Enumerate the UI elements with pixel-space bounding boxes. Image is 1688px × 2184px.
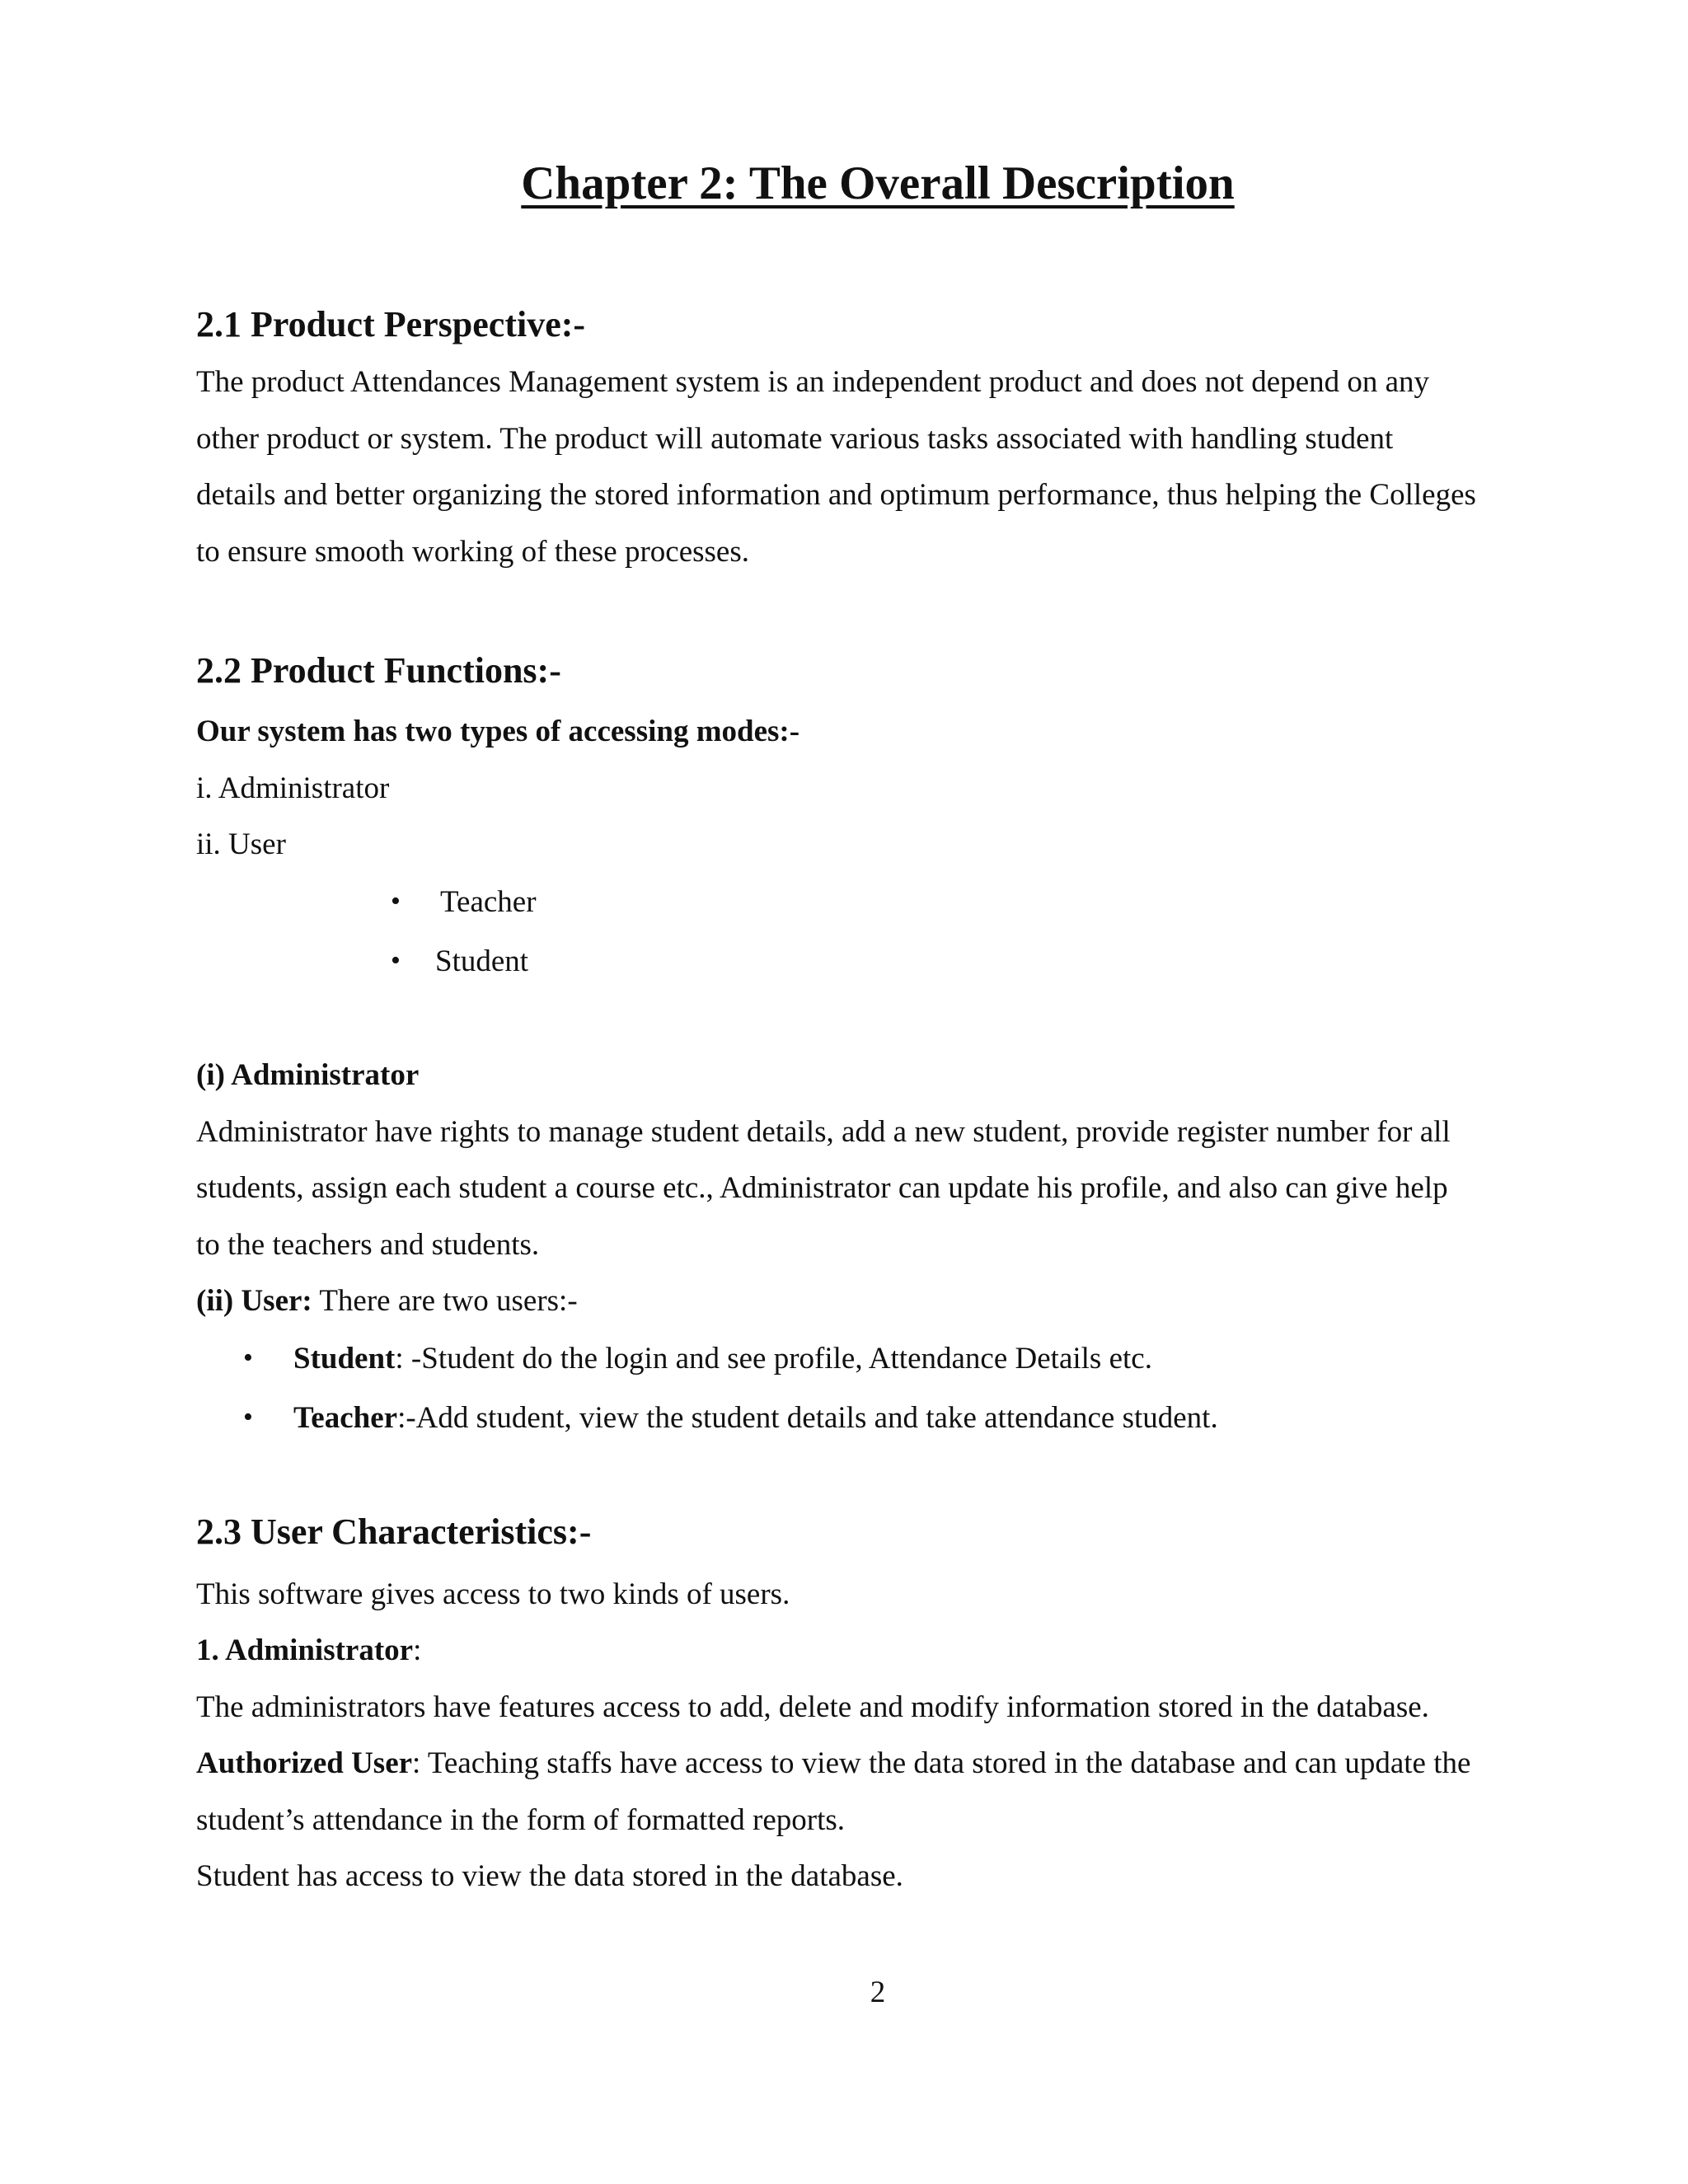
page-number: 2 — [870, 1975, 886, 2009]
section-heading-2-1: 2.1 Product Perspective:- — [196, 304, 586, 344]
bullet-term: Teacher — [293, 1401, 398, 1435]
admin-term-line — [196, 1633, 421, 1668]
paragraph-line: student’s attendance in the form of formatted reports. — [196, 1803, 846, 1837]
admin-colon: : — [413, 1633, 422, 1667]
paragraph-line: to the teachers and students. — [196, 1228, 540, 1262]
paragraph-line: The product Attendances Management system is an independent product and does not depend on any — [196, 365, 1430, 399]
paragraph-line: students, assign each student a course etc., Administrator can update his profile, and also can give help — [196, 1171, 1448, 1205]
bullet-icon: • — [391, 886, 401, 916]
user-heading-text: There are two users:- — [312, 1284, 578, 1318]
user-heading-line — [196, 1283, 578, 1319]
bullet-term: Student — [293, 1342, 396, 1376]
bullet-icon: • — [391, 945, 401, 976]
mode-item-administrator: i. Administrator — [196, 771, 390, 805]
admin-heading: (i) Administrator — [196, 1058, 420, 1092]
mode-item-user: ii. User — [196, 827, 286, 861]
paragraph-line: other product or system. The product will automate various tasks associated with handling student — [196, 422, 1394, 456]
bullet-text: : -Student do the login and see profile, Attendance Details etc. — [395, 1342, 1152, 1376]
authorized-user-term: Authorized User — [196, 1746, 413, 1780]
paragraph-line: This software gives access to two kinds of users. — [196, 1577, 790, 1611]
user-type-student: Student — [435, 944, 529, 978]
section-heading-2-2: 2.2 Product Functions:- — [196, 650, 561, 691]
paragraph-line: to ensure smooth working of these processes. — [196, 535, 750, 569]
bullet-text: :-Add student, view the student details and take attendance student. — [397, 1401, 1218, 1435]
paragraph-line: Student has access to view the data stored in the database. — [196, 1859, 903, 1893]
bullet-icon: • — [243, 1402, 253, 1432]
user-type-teacher: Teacher — [440, 885, 537, 919]
bullet-icon: • — [243, 1343, 253, 1373]
paragraph-line: details and better organizing the stored information and optimum performance, thus helping the Colleges — [196, 478, 1476, 512]
chapter-title: Chapter 2: The Overall Description — [521, 157, 1235, 209]
paragraph-line: Administrator have rights to manage student details, add a new student, provide register number for all — [196, 1115, 1451, 1149]
authorized-user-line — [196, 1746, 1470, 1781]
bullet-item-student — [293, 1341, 1152, 1376]
user-heading-term: (ii) User: — [196, 1284, 312, 1318]
modes-heading: Our system has two types of accessing modes:- — [196, 715, 800, 748]
section-heading-2-3: 2.3 User Characteristics:- — [196, 1511, 592, 1552]
admin-term: 1. Administrator — [196, 1633, 414, 1667]
bullet-item-teacher — [293, 1400, 1218, 1436]
authorized-user-text: : Teaching staffs have access to view the data stored in the database and can update the — [412, 1746, 1471, 1780]
paragraph-line: The administrators have features access to add, delete and modify information stored in the database. — [196, 1690, 1429, 1724]
